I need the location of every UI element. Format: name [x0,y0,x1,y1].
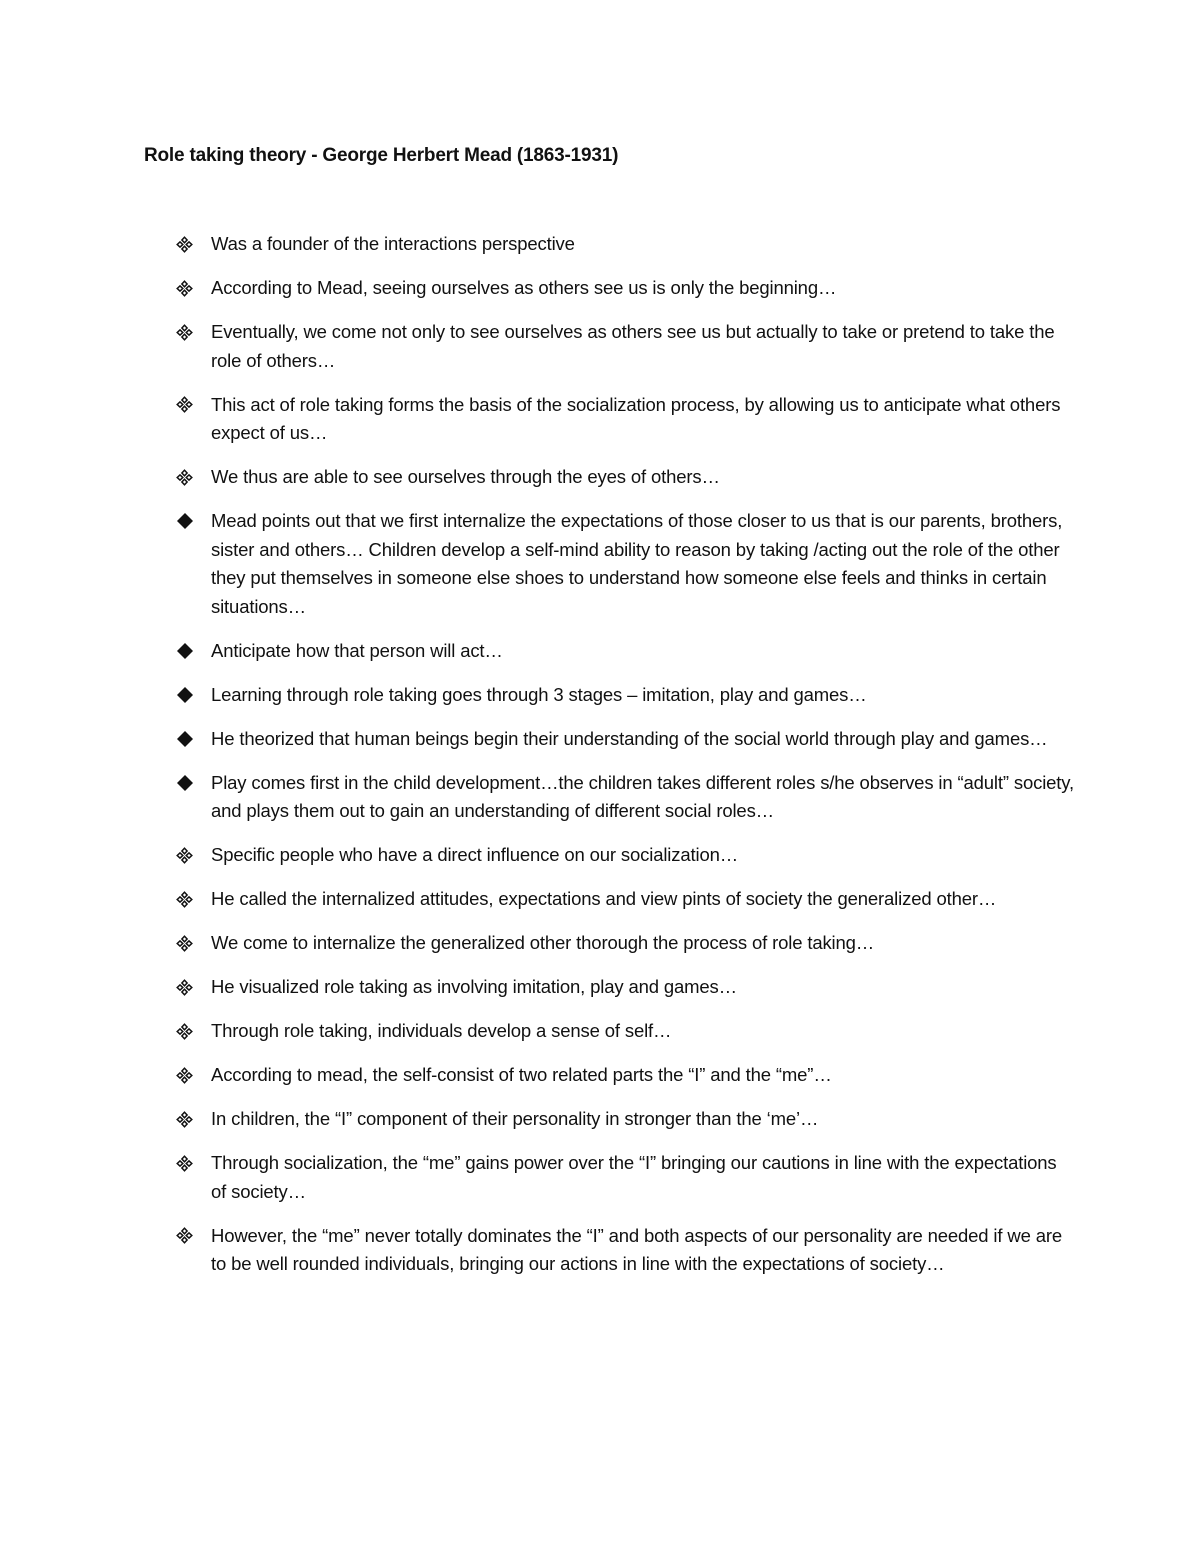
fleur-diamond-icon [176,1017,196,1045]
list-item [176,1149,1076,1206]
list-item [176,725,1076,754]
list-item [176,973,1076,1002]
list-item [176,274,1076,303]
fleur-diamond-icon [176,318,196,346]
fleur-diamond-icon [176,1222,196,1250]
list-item-text: Anticipate how that person will act… [211,639,503,661]
fleur-diamond-icon [176,1149,196,1177]
list-item-text: Mead points out that we first internalize the expectations of those closer to us that is our parents, brothers, sister and others… Children develop a self-mind ability to reason by taking /acting out the role of the other they put themselves in someone else shoes to understand how someone else feels and thinks in certain situations… [211,510,1063,617]
fleur-diamond-icon [176,1105,196,1133]
list-item-text: Through socialization, the “me” gains power over the “I” bringing our cautions in line with the expectations of society… [211,1152,1057,1202]
fleur-diamond-icon [176,391,196,419]
solid-diamond-icon [176,507,196,535]
list-item [176,391,1076,448]
bullet-list [176,230,1076,1294]
list-item-text: According to mead, the self-consist of two related parts the “I” and the “me”… [211,1064,832,1085]
list-item [176,507,1076,621]
list-item-text: Specific people who have a direct influence on our socialization… [211,844,739,865]
solid-diamond-icon [176,681,196,709]
fleur-diamond-icon [176,1061,196,1089]
list-item [176,885,1076,914]
document-title: Role taking theory - George Herbert Mead (1863-1931) [144,145,619,166]
list-item [176,1105,1076,1134]
list-item-text: This act of role taking forms the basis of the socialization process, by allowing us to anticipate what others expect of us… [211,393,1061,443]
fleur-diamond-icon [176,463,196,491]
list-item [176,929,1076,958]
list-item-text: However, the “me” never totally dominates the “I” and both aspects of our personality are needed if we are to be well rounded individuals, bringing our actions in line with the expectations of society… [211,1224,1062,1274]
fleur-diamond-icon [176,973,196,1001]
list-item [176,1061,1076,1090]
list-item [176,841,1076,870]
list-item [176,681,1076,710]
list-item [176,230,1076,259]
solid-diamond-icon [176,637,196,665]
list-item-text: We come to internalize the generalized other thorough the process of role taking… [211,932,875,953]
list-item-text: In children, the “I” component of their personality in stronger than the ‘me’… [211,1108,819,1129]
list-item-text: According to Mead, seeing ourselves as others see us is only the beginning… [211,277,837,298]
fleur-diamond-icon [176,230,196,258]
list-item [176,318,1076,375]
list-item-text: He called the internalized attitudes, expectations and view pints of society the generalized other… [211,888,997,909]
fleur-diamond-icon [176,274,196,302]
fleur-diamond-icon [176,929,196,957]
list-item-text: Learning through role taking goes through 3 stages – imitation, play and games… [211,683,867,705]
list-item [176,1222,1076,1279]
list-item-text: Eventually, we come not only to see ourselves as others see us but actually to take or pretend to take the role of others… [211,321,1055,371]
list-item-text: Through role taking, individuals develop a sense of self… [211,1020,672,1041]
list-item-text: Play comes first in the child development…the children takes different roles s/he observes in “adult” society, and plays them out to gain an understanding of different social roles… [211,771,1075,821]
list-item [176,769,1076,826]
list-item [176,1017,1076,1046]
solid-diamond-icon [176,725,196,753]
list-item [176,637,1076,666]
fleur-diamond-icon [176,885,196,913]
list-item-text: We thus are able to see ourselves through the eyes of others… [211,466,720,487]
fleur-diamond-icon [176,841,196,869]
list-item [176,463,1076,492]
list-item-text: Was a founder of the interactions perspective [211,233,575,254]
list-item-text: He theorized that human beings begin their understanding of the social world through play and games… [211,727,1048,749]
solid-diamond-icon [176,769,196,797]
list-item-text: He visualized role taking as involving imitation, play and games… [211,976,737,997]
